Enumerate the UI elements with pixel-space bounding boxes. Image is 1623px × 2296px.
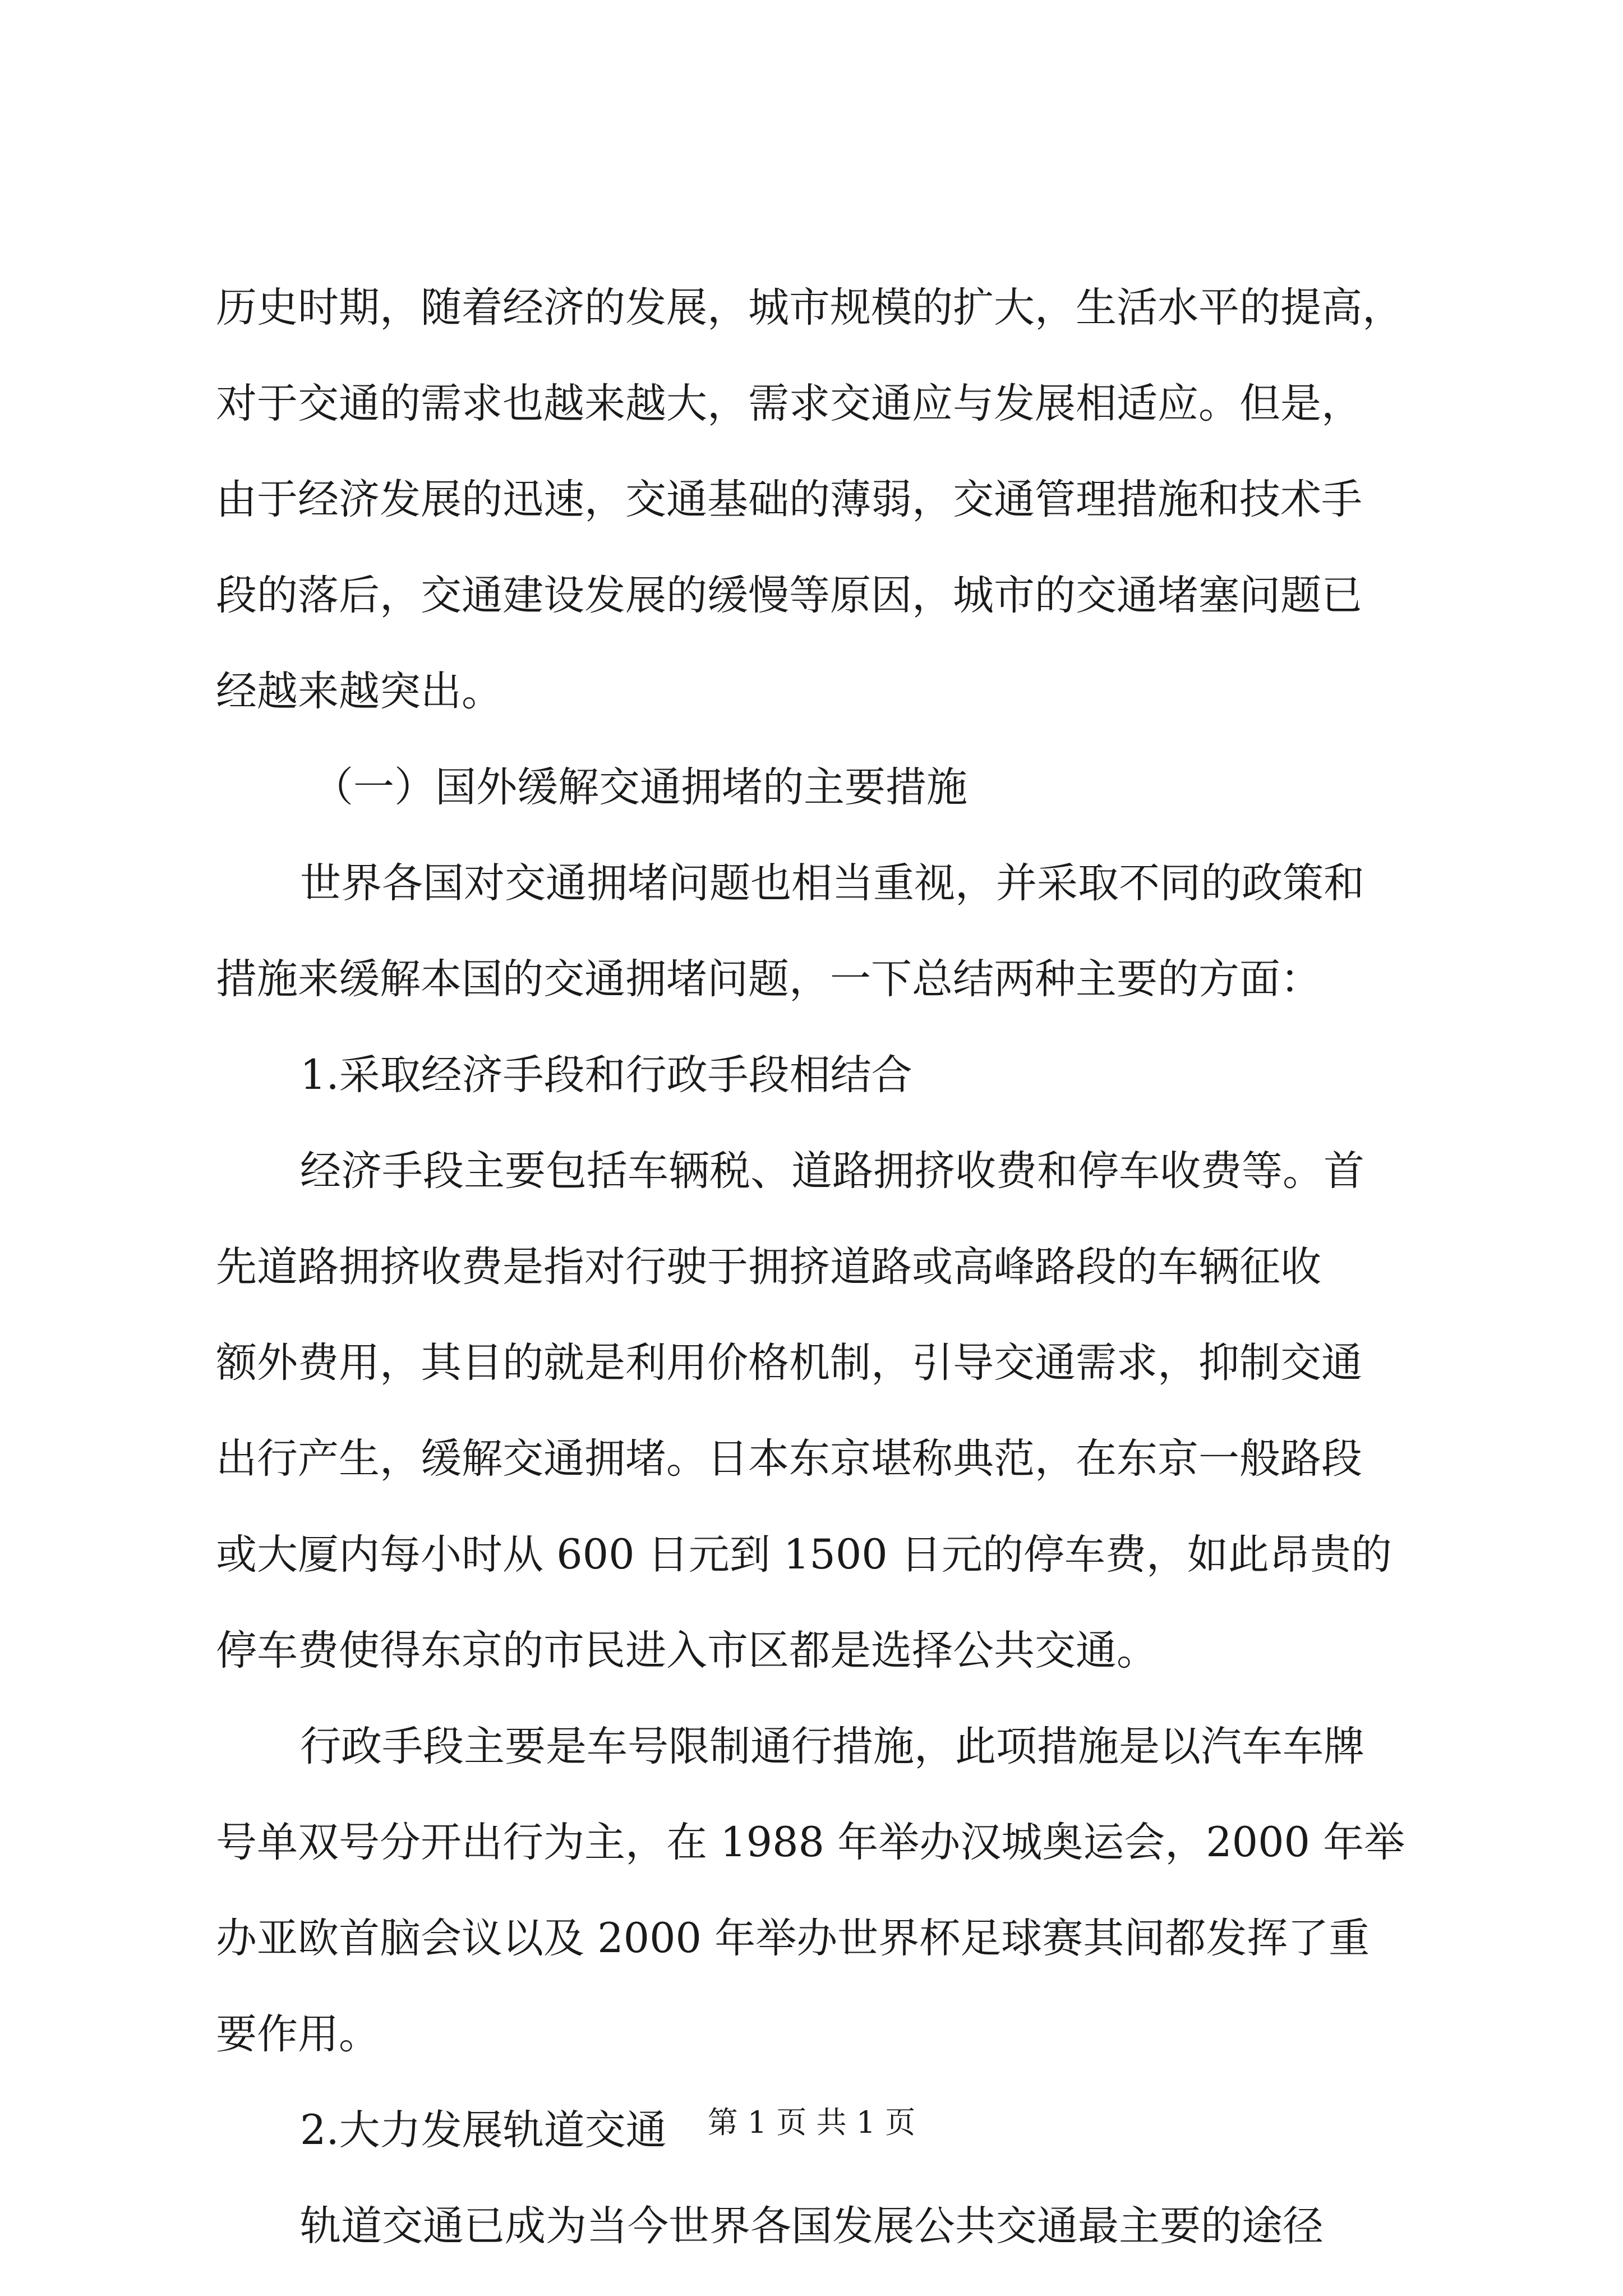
- paragraph-line: 额外费用，其目的就是利用价格机制，引导交通需求，抑制交通: [216, 1339, 1362, 1387]
- paragraph-line: 经越来越突出。: [216, 668, 502, 715]
- document-body: [216, 260, 1427, 2274]
- paragraph-line: 轨道交通已成为当今世界各国发展公共交通最主要的途径: [300, 2202, 1324, 2250]
- paragraph-line: 行政手段主要是车号限制通行措施，此项措施是以汽车车牌: [300, 1723, 1364, 1770]
- paragraph-line: 办亚欧首脑会议以及 2000 年举办世界杯足球赛其间都发挥了重: [216, 1915, 1370, 1962]
- paragraph-line: 由于经济发展的迅速，交通基础的薄弱，交通管理措施和技术手: [216, 476, 1362, 523]
- section-heading: （一）国外缓解交通拥堵的主要措施: [312, 763, 967, 811]
- paragraph-line: 段的落后，交通建设发展的缓慢等原因，城市的交通堵塞问题已: [216, 572, 1362, 619]
- paragraph-line: 或大厦内每小时从 600 日元到 1500 日元的停车费，如此昂贵的: [216, 1531, 1392, 1579]
- subsection-heading: 2.大力发展轨道交通: [300, 2106, 667, 2154]
- paragraph-line: 先道路拥挤收费是指对行驶于拥挤道路或高峰路段的车辆征收: [216, 1243, 1321, 1291]
- paragraph-line: 停车费使得东京的市民进入市区都是选择公共交通。: [216, 1627, 1158, 1674]
- paragraph-line: 对于交通的需求也越来越大，需求交通应与发展相适应。但是，: [216, 380, 1362, 427]
- paragraph-line: 措施来缓解本国的交通拥堵问题，一下总结两种主要的方面：: [216, 955, 1321, 1003]
- paragraph-line: 出行产生，缓解交通拥堵。日本东京堪称典范，在东京一般路段: [216, 1435, 1362, 1483]
- paragraph-line: 世界各国对交通拥堵问题也相当重视，并采取不同的政策和: [300, 859, 1364, 907]
- paragraph-line: 经济手段主要包括车辆税、道路拥挤收费和停车收费等。首: [300, 1147, 1364, 1195]
- page-number-footer: 第 1 页 共 1 页: [707, 2105, 916, 2140]
- paragraph-line: 历史时期，随着经济的发展，城市规模的扩大，生活水平的提高，: [216, 284, 1403, 332]
- subsection-heading: 1.采取经济手段和行政手段相结合: [300, 1051, 912, 1099]
- paragraph-line: 要作用。: [216, 2010, 380, 2058]
- paragraph-line: 号单双号分开出行为主，在 1988 年举办汉城奥运会，2000 年举: [216, 1819, 1405, 1866]
